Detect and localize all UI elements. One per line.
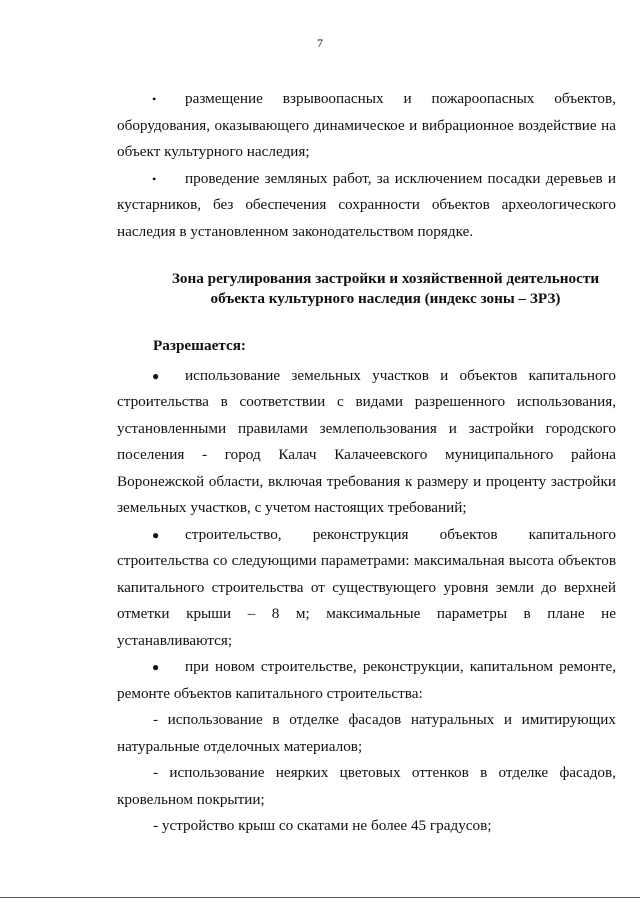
- bullet-icon: ●: [152, 368, 160, 383]
- dash-item: - использование в отделке фасадов натуральных и имитирующих натуральные отделочных материалов;: [117, 711, 616, 755]
- page-content: [117, 86, 616, 840]
- dash-item: - устройство крыш со скатами не более 45 градусов;: [153, 817, 492, 834]
- page-number: 7: [317, 36, 323, 50]
- list-item: [117, 654, 616, 707]
- list-item: [117, 86, 616, 166]
- bullet-icon: •: [152, 171, 157, 186]
- dash-item: - использование неярких цветовых оттенков в отделке фасадов, кровельном покрытии;: [117, 764, 616, 808]
- page-bottom-rule: [0, 897, 640, 898]
- list-item-text: проведение земляных работ, за исключением посадки деревьев и кустарников, без обеспечения сохранности объектов археологического наследия в установленном законодательством порядке.: [117, 169, 616, 240]
- list-item-text: при новом строительстве, реконструкции, капитальном ремонте, ремонте объектов капитального строительства:: [117, 658, 616, 702]
- list-item: [117, 166, 616, 246]
- allowed-label: Разрешается:: [153, 337, 246, 354]
- list-item-text: строительство, реконструкция объектов капитального строительства со следующими параметрами: максимальная высота объектов капитального строительства от существующего уровня земли до верхней отметки крыши – 8 м; максимальные параметры в плане не устанавливаются;: [117, 525, 616, 649]
- section-heading: [117, 269, 616, 309]
- bullet-icon: ●: [152, 527, 160, 542]
- list-item-text: использование земельных участков и объектов капитального строительства в соответствии с видами разрешенного использования, установленными правилами землепользования и застройки городского поселения - город Калач Калачеевского муниципального района Воронежской области, включая требования к размеру и проценту застройки земельных участков, с учетом настоящих требований;: [117, 366, 616, 516]
- bullet-icon: •: [152, 92, 157, 106]
- list-item: [117, 522, 616, 655]
- list-item-text: размещение взрывоопасных и пожароопасных объектов, оборудования, оказывающего динамическое и вибрационное воздействие на объект культурного наследия;: [117, 90, 616, 160]
- bullet-icon: ●: [152, 660, 160, 674]
- list-item: [117, 363, 616, 522]
- heading-line-2: объекта культурного наследия (индекс зоны – ЗРЗ): [210, 290, 561, 307]
- heading-line-1: Зона регулирования застройки и хозяйственной деятельности: [171, 270, 600, 287]
